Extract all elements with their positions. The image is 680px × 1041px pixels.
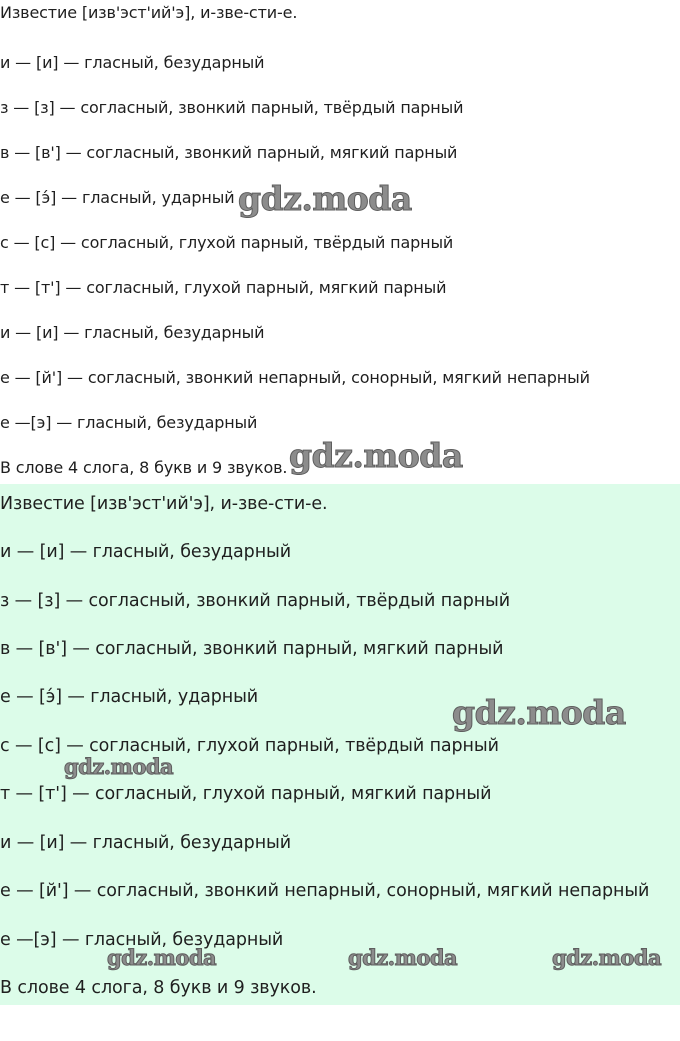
text-line: и — [и] — гласный, безударный [0, 542, 292, 562]
text-line: з — [з] — согласный, звонкий парный, твёрдый парный [0, 591, 511, 611]
text-line: В слове 4 слога, 8 букв и 9 звуков. [0, 978, 317, 998]
text-line: е — [э́] — гласный, ударный [0, 687, 259, 707]
text-line: Известие [изв'эст'ий'э], и-зве-сти-е. [0, 3, 298, 22]
text-line: и — [и] — гласный, безударный [0, 53, 265, 72]
watermark-logo: gdz.moda [107, 945, 217, 970]
text-line: в — [в'] — согласный, звонкий парный, мягкий парный [0, 639, 504, 659]
text-line: и — [и] — гласный, безударный [0, 833, 292, 853]
text-line: с — [с] — согласный, глухой парный, твёрдый парный [0, 736, 499, 756]
watermark-logo: gdz.moda [452, 693, 626, 732]
text-line: з — [з] — согласный, звонкий парный, твёрдый парный [0, 98, 464, 117]
text-line: е — [й'] — согласный, звонкий непарный, сонорный, мягкий непарный [0, 368, 590, 387]
answer-block-top [0, 0, 680, 484]
text-line: е —[э] — гласный, безударный [0, 930, 284, 950]
text-line: В слове 4 слога, 8 букв и 9 звуков. [0, 458, 288, 477]
watermark-logo: gdz.moda [348, 945, 458, 970]
text-line: т — [т'] — согласный, глухой парный, мягкий парный [0, 784, 492, 804]
text-line: е — [э́] — гласный, ударный [0, 188, 235, 207]
text-line: Известие [изв'эст'ий'э], и-зве-сти-е. [0, 494, 328, 514]
text-line: с — [с] — согласный, глухой парный, твёрдый парный [0, 233, 454, 252]
text-line: и — [и] — гласный, безударный [0, 323, 265, 342]
text-line: в — [в'] — согласный, звонкий парный, мягкий парный [0, 143, 458, 162]
watermark-logo: gdz.moda [64, 754, 174, 779]
watermark-logo: gdz.moda [552, 945, 662, 970]
text-line: е — [й'] — согласный, звонкий непарный, сонорный, мягкий непарный [0, 881, 650, 901]
answer-block-bottom [0, 484, 680, 1005]
text-line: т — [т'] — согласный, глухой парный, мягкий парный [0, 278, 447, 297]
watermark-logo: gdz.moda [289, 436, 463, 475]
watermark-logo: gdz.moda [238, 179, 412, 218]
text-line: е —[э] — гласный, безударный [0, 413, 258, 432]
